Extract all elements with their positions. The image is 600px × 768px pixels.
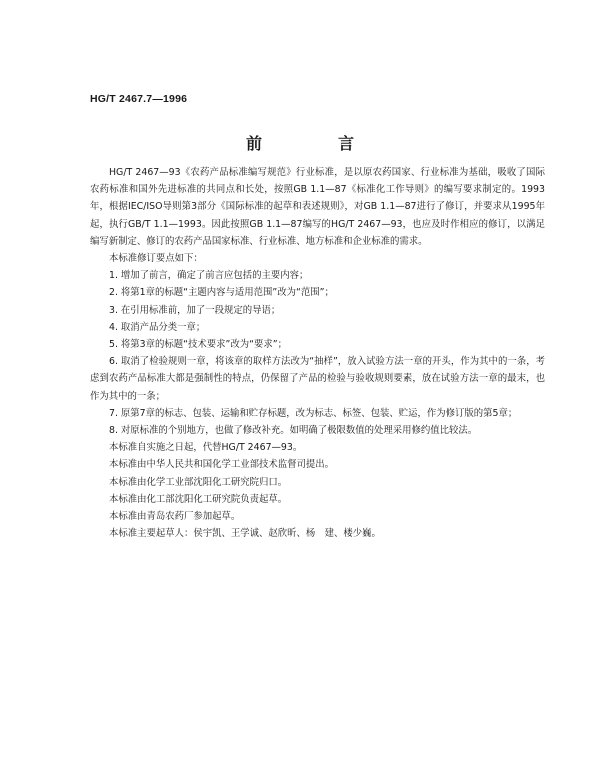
paragraph-drafters: 本标准主要起草人：侯宇凯、王学诚、赵欣昕、杨 建、楼少巍。	[109, 528, 381, 540]
list-item: 2. 将第1章的标题“主题内容与适用范围”改为“范围”；	[109, 287, 334, 299]
list-item: 1. 增加了前言，确定了前言应包括的主要内容；	[109, 270, 309, 282]
list-item: 6. 取消了检验规则一章，将该章的取样方法改为“抽样”，放入试验方法一章的开头，作为其中的一条，考虑到农药产品标准大都是强制性的特点，仍保留了产品的检验与验收规则要素，放在试验方法一章的最末，也作为其中的一条；	[90, 356, 545, 402]
paragraph-drafted-by: 本标准由化工部沈阳化工研究院负责起草。	[109, 493, 288, 505]
paragraph-revision-points: 本标准修订要点如下：	[109, 253, 203, 265]
list-item: 7. 原第7章的标志、包装、运输和贮存标题，改为标志、标签、包装、贮运，作为修订版的第5章；	[109, 407, 518, 419]
list-item: 8. 对原标准的个别地方，也做了修改补充。如明确了极限数值的处理采用修约值比较法。	[109, 425, 478, 437]
paragraph-managed-by: 本标准由化学工业部沈阳化工研究院归口。	[109, 476, 288, 488]
section-title: 前 言	[245, 134, 384, 153]
paragraph-proposed-by: 本标准由中华人民共和国化学工业部技术监督司提出。	[109, 459, 335, 471]
body-text	[90, 164, 545, 542]
list-item: 3. 在引用标准前，加了一段规定的导语；	[109, 304, 281, 316]
paragraph-participant: 本标准由青岛农药厂参加起草。	[109, 511, 241, 523]
paragraph-intro: HG/T 2467—93《农药产品标准编写规范》行业标准，是以原农药国家、行业标准为基础，吸收了国际农药标准和国外先进标准的共同点和长处，按照GB 1.1—87《标准化工作导则》的编写要求制定的。1993年，根据IEC/ISO导则第3部分《国际标准的起草和表述规则》，对GB 1.1—87进行了修订，并要求从1995年起，执行GB/T 1.1—1993。因此按照GB 1.1—87编写的HG/T 2467—93，也应及时作相应的修订，以满足编写新制定、修订的农药产品国家标准、行业标准、地方标准和企业标准的需求。	[90, 167, 545, 247]
standard-code: HG/T 2467.7—1996	[90, 93, 188, 105]
list-item: 4. 取消产品分类一章；	[109, 321, 206, 333]
paragraph-replaces: 本标准自实施之日起，代替HG/T 2467—93。	[109, 442, 303, 454]
list-item: 5. 将第3章的标题“技术要求”改为“要求”；	[109, 339, 287, 351]
